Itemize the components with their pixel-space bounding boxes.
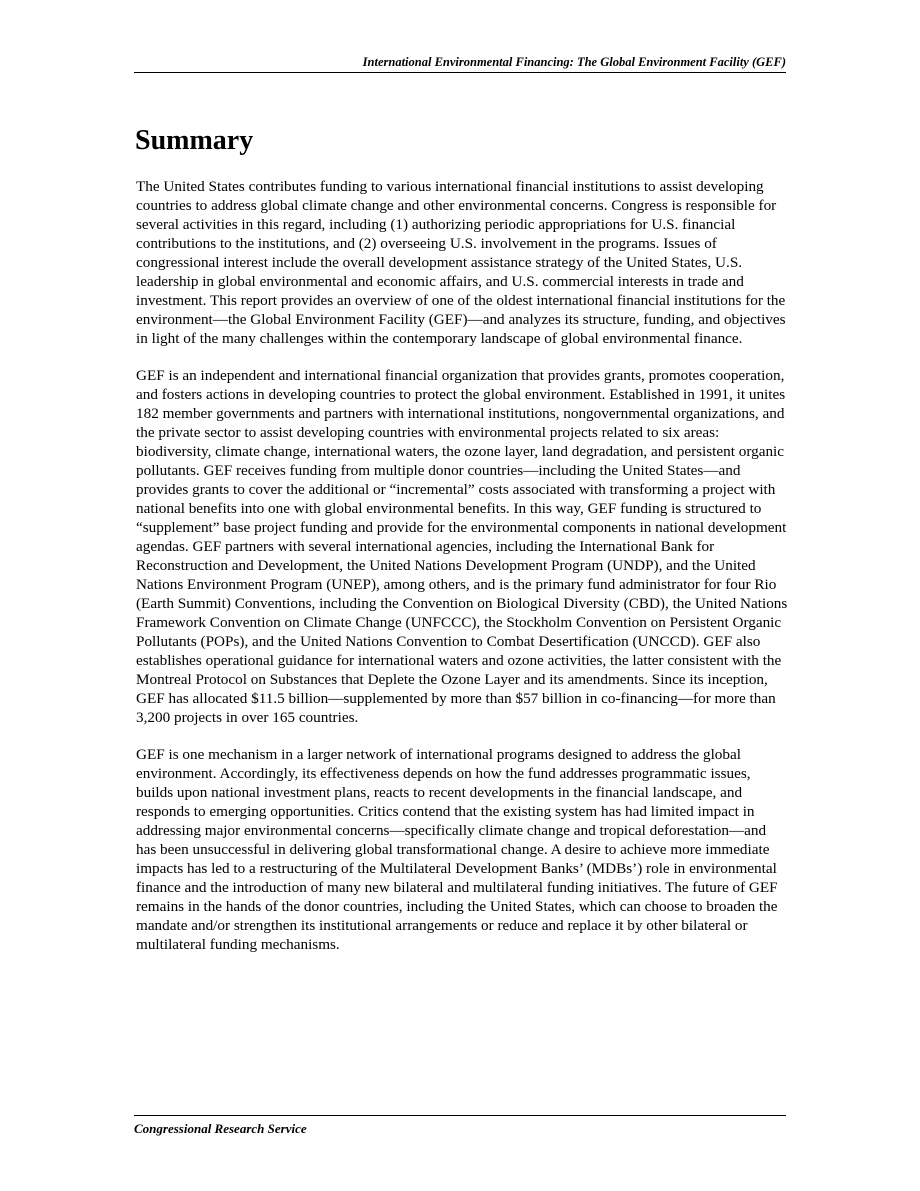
summary-paragraph-1: The United States contributes funding to various international financial institutions to assist developing countries to address global climate change and other environmental concerns. Congress is responsible for several activities in this regard, including (1) authorizing periodic appropriations for U.S. financial contributions to the institutions, and (2) overseeing U.S. involvement in the programs. Issues of congressional interest include the overall development assistance strategy of the United States, U.S. leadership in global environmental and economic affairs, and U.S. commercial interests in trade and investment. This report provides an overview of one of the oldest international financial institutions for the environment—the Global Environment Facility (GEF)—and analyzes its structure, funding, and objectives in light of the many challenges within the contemporary landscape of global environmental finance. <box>136 178 786 347</box>
running-header: International Environmental Financing: The Global Environment Facility (GEF) <box>134 54 786 73</box>
summary-body <box>136 177 788 972</box>
page-title: Summary <box>135 125 254 156</box>
running-footer: Congressional Research Service <box>134 1115 786 1137</box>
summary-paragraph-3: GEF is one mechanism in a larger network of international programs designed to address the global environment. Accordingly, its effectiveness depends on how the fund addresses programmatic issues, builds upon national investment plans, reacts to recent developments in the financial landscape, and responds to emerging opportunities. Critics contend that the existing system has had limited impact in addressing major environmental concerns—specifically climate change and tropical deforestation—and has been unsuccessful in delivering global transformational change. A desire to achieve more immediate impacts has led to a restructuring of the Multilateral Development Banks’ (MDBs’) role in environmental finance and the introduction of many new bilateral and multilateral funding initiatives. The future of GEF remains in the hands of the donor countries, including the United States, which can choose to broaden the mandate and/or strengthen its institutional arrangements or reduce and replace it by other bilateral or multilateral funding mechanisms. <box>136 746 778 953</box>
summary-paragraph-2: GEF is an independent and international financial organization that provides grants, promotes cooperation, and fosters actions in developing countries to protect the global environment. Established in 1991, it unites 182 member governments and partners with international institutions, nongovernmental organizations, and the private sector to assist developing countries with environmental projects related to six areas: biodiversity, climate change, international waters, the ozone layer, land degradation, and persistent organic pollutants. GEF receives funding from multiple donor countries—including the United States—and provides grants to cover the additional or “incremental” costs associated with transforming a project with national benefits into one with global environmental benefits. In this way, GEF funding is structured to “supplement” base project funding and provide for the environmental components in national development agendas. GEF partners with several international agencies, including the International Bank for Reconstruction and Development, the United Nations Development Program (UNDP), and the United Nations Environment Program (UNEP), among others, and is the primary fund administrator for four Rio (Earth Summit) Conventions, including the Convention on Biological Diversity (CBD), the United Nations Framework Convention on Climate Change (UNFCCC), the Stockholm Convention on Persistent Organic Pollutants (POPs), and the United Nations Convention to Combat Desertification (UNCCD). GEF also establishes operational guidance for international waters and ozone activities, the latter consistent with the Montreal Protocol on Substances that Deplete the Ozone Layer and its amendments. Since its inception, GEF has allocated $11.5 billion—supplemented by more than $57 billion in co-financing—for more than 3,200 projects in over 165 countries. <box>136 367 788 726</box>
